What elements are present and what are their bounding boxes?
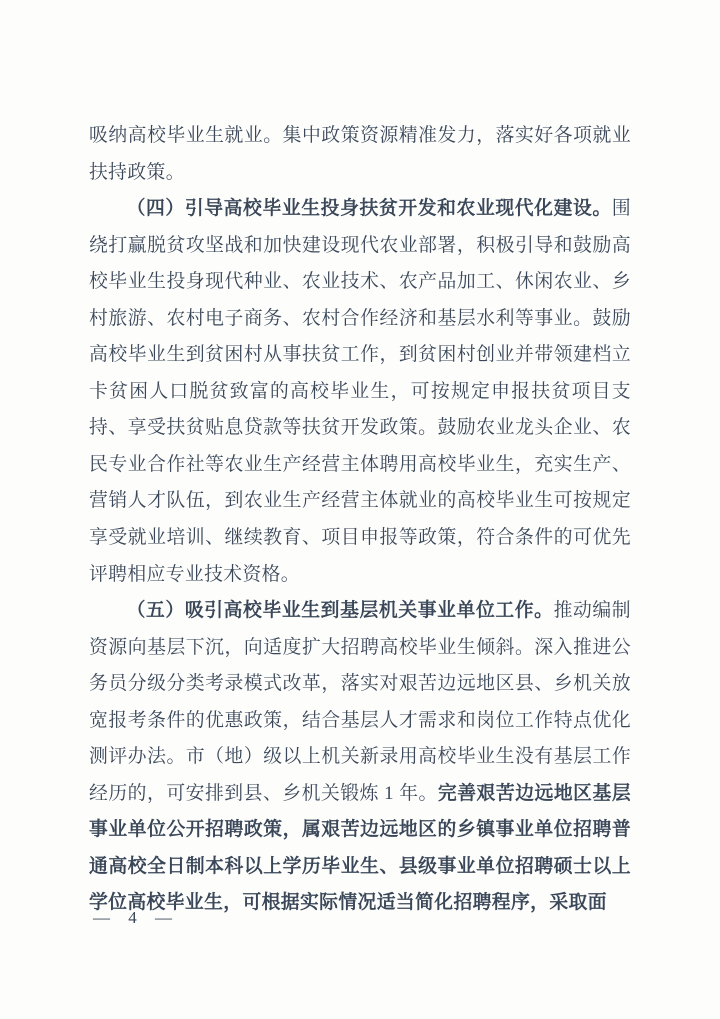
paragraph xyxy=(89,593,631,922)
paragraph xyxy=(89,191,631,593)
paragraph xyxy=(89,118,631,191)
bold-text-segment: 完善艰苦边远地区基层事业单位公开招聘政策，属艰苦边远地区的乡镇事业单位招聘普通高校全日制本科以上学历毕业生、县级事业单位招聘硕士以上学位高校毕业生，可根据实际情况适当简化招聘程序，采取面 xyxy=(89,782,632,914)
text-segment: 推动编制资源向基层下沉，向适度扩大招聘高校毕业生倾斜。深入推进公务员分级分类考录模式改革，落实对艰苦边远地区县、乡机关放宽报考条件的优惠政策，结合基层人才需求和岗位工作特点优化测评办法。市（地）级以上机关新录用高校毕业生没有基层工作经历的，可安排到县、乡机关锻炼 1 年。 xyxy=(89,600,631,804)
text-segment: 围绕打赢脱贫攻坚战和加快建设现代农业部署，积极引导和鼓励高校毕业生投身现代种业、农业技术、农产品加工、休闲农业、乡村旅游、农村电子商务、农村合作经济和基层水利等事业。鼓励高校毕业生到贫困村从事扶贫工作，到贫困村创业并带领建档立卡贫困人口脱贫致富的高校毕业生，可按规定申报扶贫项目支持、享受扶贫贴息贷款等扶贫开发政策。鼓励农业龙头企业、农民专业合作社等农业生产经营主体聘用高校毕业生，充实生产、营销人才队伍，到农业生产经营主体就业的高校毕业生可按规定享受就业培训、继续教育、项目申报等政策，符合条件的可优先评聘相应专业技术资格。 xyxy=(89,198,631,585)
text-segment: 吸纳高校毕业生就业。集中政策资源精准发力，落实好各项就业扶持政策。 xyxy=(89,125,631,183)
bold-text-segment: （五）吸引高校毕业生到基层机关事业单位工作。 xyxy=(126,600,554,622)
bold-text-segment: （四）引导高校毕业生投身扶贫开发和农业现代化建设。 xyxy=(126,198,612,220)
document-body xyxy=(89,118,631,922)
page-number: — 4 — xyxy=(93,908,179,927)
